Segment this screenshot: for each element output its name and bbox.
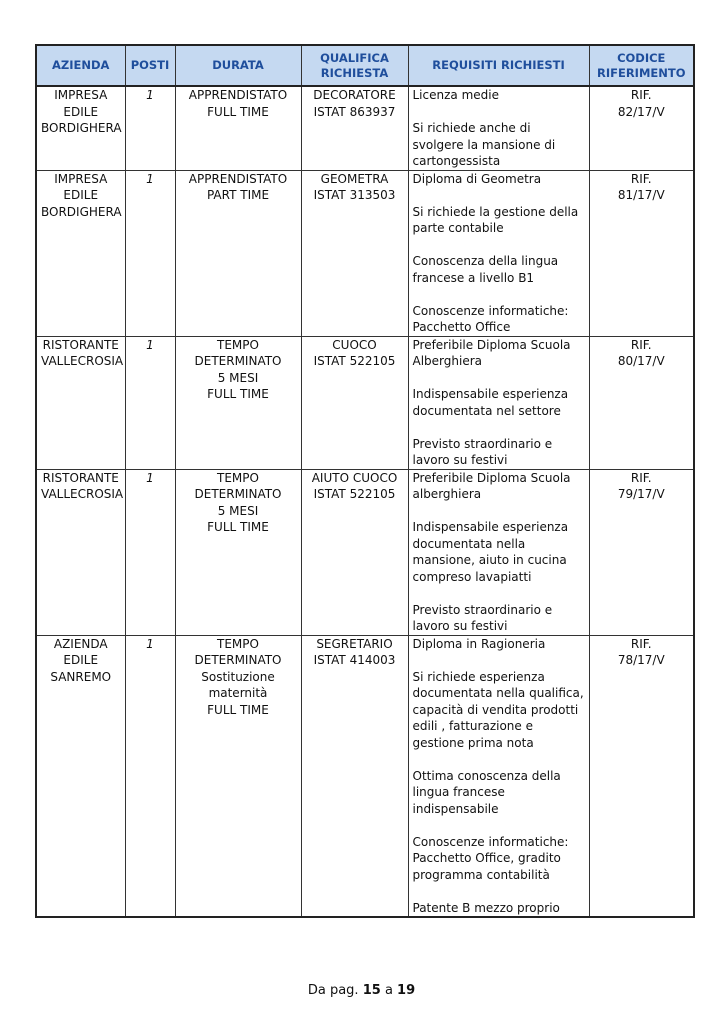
cell-qualifica: GEOMETRA ISTAT 313503 bbox=[301, 170, 408, 336]
cell-requisiti: Preferibile Diploma Scuola Alberghiera Indispensabile esperienza documentata nel settore Previsto straordinario e lavoro su festivi bbox=[408, 336, 589, 469]
cell-azienda: IMPRESA EDILE BORDIGHERA bbox=[36, 86, 125, 170]
cell-codice: RIF. 82/17/V bbox=[589, 86, 694, 170]
cell-posti: 1 bbox=[125, 469, 175, 635]
table-body bbox=[36, 86, 694, 917]
table-row bbox=[36, 469, 694, 635]
table-header bbox=[36, 45, 694, 86]
cell-azienda: RISTORANTE VALLECROSIA bbox=[36, 336, 125, 469]
cell-durata: APPRENDISTATO FULL TIME bbox=[175, 86, 301, 170]
cell-requisiti: Preferibile Diploma Scuola alberghiera Indispensabile esperienza documentata nella mansione, aiuto in cucina compreso lavapiatti Previsto straordinario e lavoro su festivi bbox=[408, 469, 589, 635]
cell-azienda: RISTORANTE VALLECROSIA bbox=[36, 469, 125, 635]
cell-durata: APPRENDISTATO PART TIME bbox=[175, 170, 301, 336]
cell-posti: 1 bbox=[125, 86, 175, 170]
cell-posti: 1 bbox=[125, 170, 175, 336]
table-row bbox=[36, 86, 694, 170]
cell-durata: TEMPO DETERMINATO 5 MESI FULL TIME bbox=[175, 336, 301, 469]
cell-azienda: IMPRESA EDILE BORDIGHERA bbox=[36, 170, 125, 336]
cell-codice: RIF. 80/17/V bbox=[589, 336, 694, 469]
cell-codice: RIF. 79/17/V bbox=[589, 469, 694, 635]
header-qualifica: QUALIFICA RICHIESTA bbox=[301, 45, 408, 86]
cell-qualifica: SEGRETARIO ISTAT 414003 bbox=[301, 635, 408, 917]
header-requisiti: REQUISITI RICHIESTI bbox=[408, 45, 589, 86]
header-azienda: AZIENDA bbox=[36, 45, 125, 86]
cell-qualifica: CUOCO ISTAT 522105 bbox=[301, 336, 408, 469]
cell-requisiti: Licenza medie Si richiede anche di svolgere la mansione di cartongessista bbox=[408, 86, 589, 170]
table-row bbox=[36, 336, 694, 469]
header-durata: DURATA bbox=[175, 45, 301, 86]
cell-qualifica: DECORATORE ISTAT 863937 bbox=[301, 86, 408, 170]
cell-posti: 1 bbox=[125, 336, 175, 469]
footer-to-page: 19 bbox=[397, 983, 416, 998]
cell-codice: RIF. 78/17/V bbox=[589, 635, 694, 917]
cell-qualifica: AIUTO CUOCO ISTAT 522105 bbox=[301, 469, 408, 635]
cell-durata: TEMPO DETERMINATO 5 MESI FULL TIME bbox=[175, 469, 301, 635]
footer-prefix: Da pag. bbox=[307, 983, 359, 998]
cell-requisiti: Diploma in Ragioneria Si richiede esperienza documentata nella qualifica, capacità di vendita prodotti edili , fatturazione e gestione prima nota Ottima conoscenza della lingua francese indispensabile Conoscenze informatiche: Pacchetto Office, gradito programma contabilità Patente B mezzo proprio bbox=[408, 635, 589, 917]
footer-from-page: 15 bbox=[362, 983, 381, 998]
cell-durata: TEMPO DETERMINATO Sostituzione maternità FULL TIME bbox=[175, 635, 301, 917]
header-posti: POSTI bbox=[125, 45, 175, 86]
cell-azienda: AZIENDA EDILE SANREMO bbox=[36, 635, 125, 917]
header-codice: CODICE RIFERIMENTO bbox=[589, 45, 694, 86]
cell-posti: 1 bbox=[125, 635, 175, 917]
cell-codice: RIF. 81/17/V bbox=[589, 170, 694, 336]
table-row bbox=[36, 635, 694, 917]
job-offers-table bbox=[35, 44, 695, 918]
cell-requisiti: Diploma di Geometra Si richiede la gestione della parte contabile Conoscenza della lingua francese a livello B1 Conoscenze informatiche: Pacchetto Office bbox=[408, 170, 589, 336]
page-range-footer bbox=[0, 983, 723, 998]
footer-middle: a bbox=[384, 983, 393, 998]
table-row bbox=[36, 170, 694, 336]
